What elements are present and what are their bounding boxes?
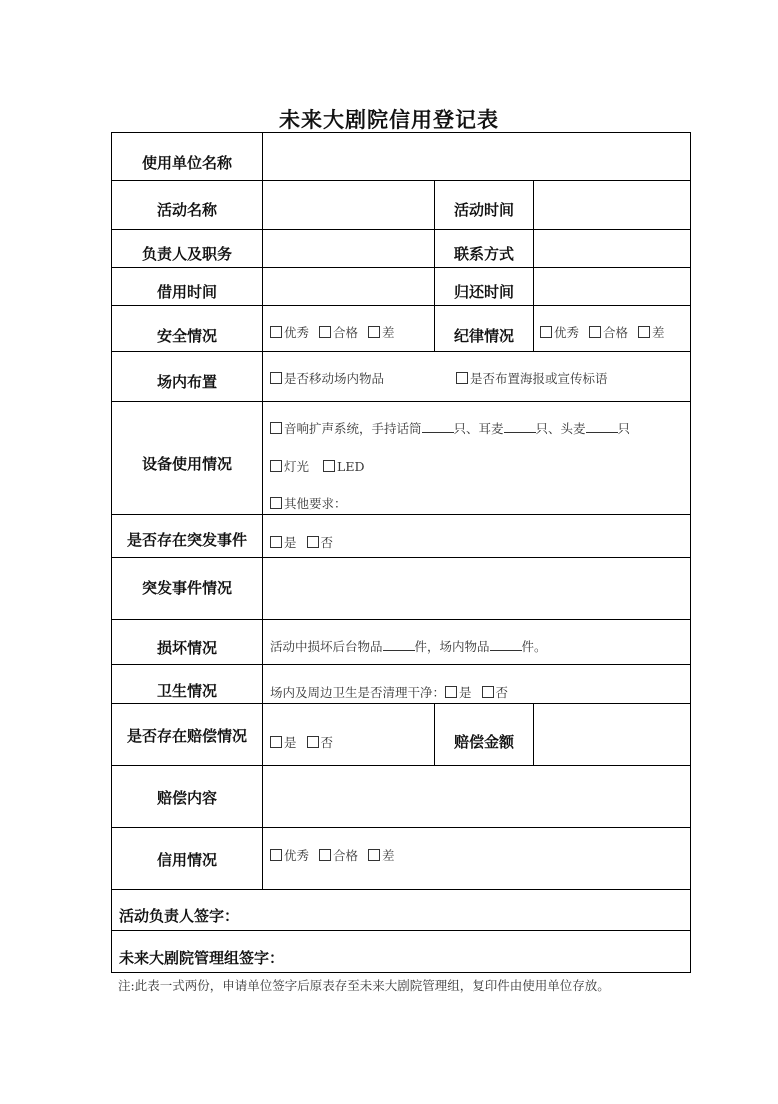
compensation-amount-field[interactable] — [534, 704, 690, 765]
label-compensation-amount: 赔偿金额 — [453, 732, 514, 751]
label-activity-time: 活动时间 — [453, 200, 514, 219]
sound-system-option[interactable]: 音响扩声系统，手持话筒 只、耳麦 只、头麦 只 — [270, 419, 630, 437]
label-borrow-time: 借用时间 — [156, 282, 217, 301]
checkbox[interactable] — [456, 372, 468, 384]
safety-options — [270, 323, 405, 341]
row-divider — [112, 619, 690, 620]
lighting-options — [270, 457, 364, 475]
checkbox[interactable] — [307, 736, 319, 748]
emergency-yes-option[interactable]: 是 — [270, 535, 297, 550]
checkbox[interactable] — [270, 849, 282, 861]
checkbox[interactable] — [368, 849, 380, 861]
label-return-time: 归还时间 — [453, 282, 514, 301]
move-items-option[interactable]: 是否移动场内物品 — [270, 369, 384, 387]
footnote: 注:此表一式两份，申请单位签字后原表存至未来大剧院管理组，复印件由使用单位存放。 — [118, 978, 610, 993]
unit-name-field[interactable] — [263, 134, 690, 180]
discipline-qualified-option[interactable]: 合格 — [589, 325, 628, 340]
checkbox[interactable] — [270, 736, 282, 748]
earset-count[interactable] — [504, 422, 536, 433]
discipline-poor-option[interactable]: 差 — [638, 325, 665, 340]
emergency-no-option[interactable]: 否 — [307, 535, 334, 550]
compensation-content-field[interactable] — [263, 766, 690, 827]
safety-excellent-option[interactable]: 优秀 — [270, 325, 309, 340]
label-safety: 安全情况 — [156, 326, 217, 345]
hygiene-no-option[interactable]: 否 — [482, 685, 509, 700]
label-activity-name: 活动名称 — [156, 200, 217, 219]
label-management-signature: 未来大剧院管理组签字： — [119, 948, 285, 967]
contact-field[interactable] — [534, 230, 690, 267]
page-title: 未来大剧院信用登记表 — [279, 107, 499, 132]
row-divider — [112, 514, 690, 515]
compensation-options — [270, 733, 333, 751]
checkbox[interactable] — [270, 497, 282, 509]
emergency-details-field[interactable] — [263, 558, 690, 619]
label-hygiene: 卫生情况 — [156, 681, 217, 700]
checkbox[interactable] — [638, 326, 650, 338]
compensation-no-option[interactable]: 否 — [307, 735, 334, 750]
headset-count[interactable] — [586, 422, 618, 433]
activity-time-field[interactable] — [534, 181, 690, 229]
checkbox[interactable] — [270, 372, 282, 384]
label-credit: 信用情况 — [156, 850, 217, 869]
checkbox[interactable] — [270, 460, 282, 472]
label-compensation-exists: 是否存在赔偿情况 — [126, 726, 247, 745]
credit-options — [270, 846, 405, 864]
label-activity-signature: 活动负责人签字： — [119, 906, 240, 925]
poster-option[interactable]: 是否布置海报或宣传标语 — [456, 369, 608, 387]
row-divider — [112, 827, 690, 828]
other-requirements-option[interactable]: 其他要求： — [270, 494, 347, 512]
discipline-options — [540, 323, 675, 341]
checkbox[interactable] — [323, 460, 335, 472]
label-damage: 损坏情况 — [156, 638, 217, 657]
safety-qualified-option[interactable]: 合格 — [319, 325, 358, 340]
checkbox[interactable] — [445, 686, 457, 698]
checkbox[interactable] — [319, 326, 331, 338]
label-person-in-charge: 负责人及职务 — [141, 244, 232, 263]
label-compensation-content: 赔偿内容 — [156, 788, 217, 807]
discipline-excellent-option[interactable]: 优秀 — [540, 325, 579, 340]
credit-poor-option[interactable]: 差 — [368, 848, 395, 863]
checkbox[interactable] — [307, 536, 319, 548]
label-emergency-details: 突发事件情况 — [141, 578, 232, 597]
checkbox[interactable] — [270, 422, 282, 434]
label-venue-layout: 场内布置 — [156, 372, 217, 391]
label-equipment: 设备使用情况 — [141, 454, 232, 473]
credit-registration-form — [111, 132, 691, 973]
checkbox[interactable] — [589, 326, 601, 338]
damage-text: 活动中损坏后台物品 件，场内物品 件。 — [270, 639, 547, 654]
label-discipline: 纪律情况 — [453, 326, 514, 345]
return-time-field[interactable] — [534, 268, 690, 305]
checkbox[interactable] — [319, 849, 331, 861]
led-option[interactable]: LED — [323, 459, 364, 474]
row-divider — [112, 401, 690, 402]
safety-poor-option[interactable]: 差 — [368, 325, 395, 340]
credit-qualified-option[interactable]: 合格 — [319, 848, 358, 863]
label-unit-name: 使用单位名称 — [141, 153, 232, 172]
light-option[interactable]: 灯光 — [270, 459, 309, 474]
handheld-mic-count[interactable] — [422, 422, 454, 433]
checkbox[interactable] — [270, 326, 282, 338]
label-emergency-exists: 是否存在突发事件 — [126, 530, 247, 549]
person-in-charge-field[interactable] — [263, 230, 433, 267]
hygiene-yes-option[interactable]: 是 — [445, 685, 472, 700]
checkbox[interactable] — [270, 536, 282, 548]
backstage-damage-count[interactable] — [383, 640, 415, 651]
checkbox[interactable] — [482, 686, 494, 698]
credit-excellent-option[interactable]: 优秀 — [270, 848, 309, 863]
hygiene-text: 场内及周边卫生是否清理干净： 是 否 — [270, 685, 509, 700]
venue-damage-count[interactable] — [490, 640, 522, 651]
activity-name-field[interactable] — [263, 181, 433, 229]
compensation-yes-option[interactable]: 是 — [270, 735, 297, 750]
checkbox[interactable] — [368, 326, 380, 338]
emergency-options — [270, 533, 333, 551]
row-divider — [112, 889, 690, 890]
label-contact: 联系方式 — [453, 244, 514, 263]
checkbox[interactable] — [540, 326, 552, 338]
borrow-time-field[interactable] — [263, 268, 433, 305]
